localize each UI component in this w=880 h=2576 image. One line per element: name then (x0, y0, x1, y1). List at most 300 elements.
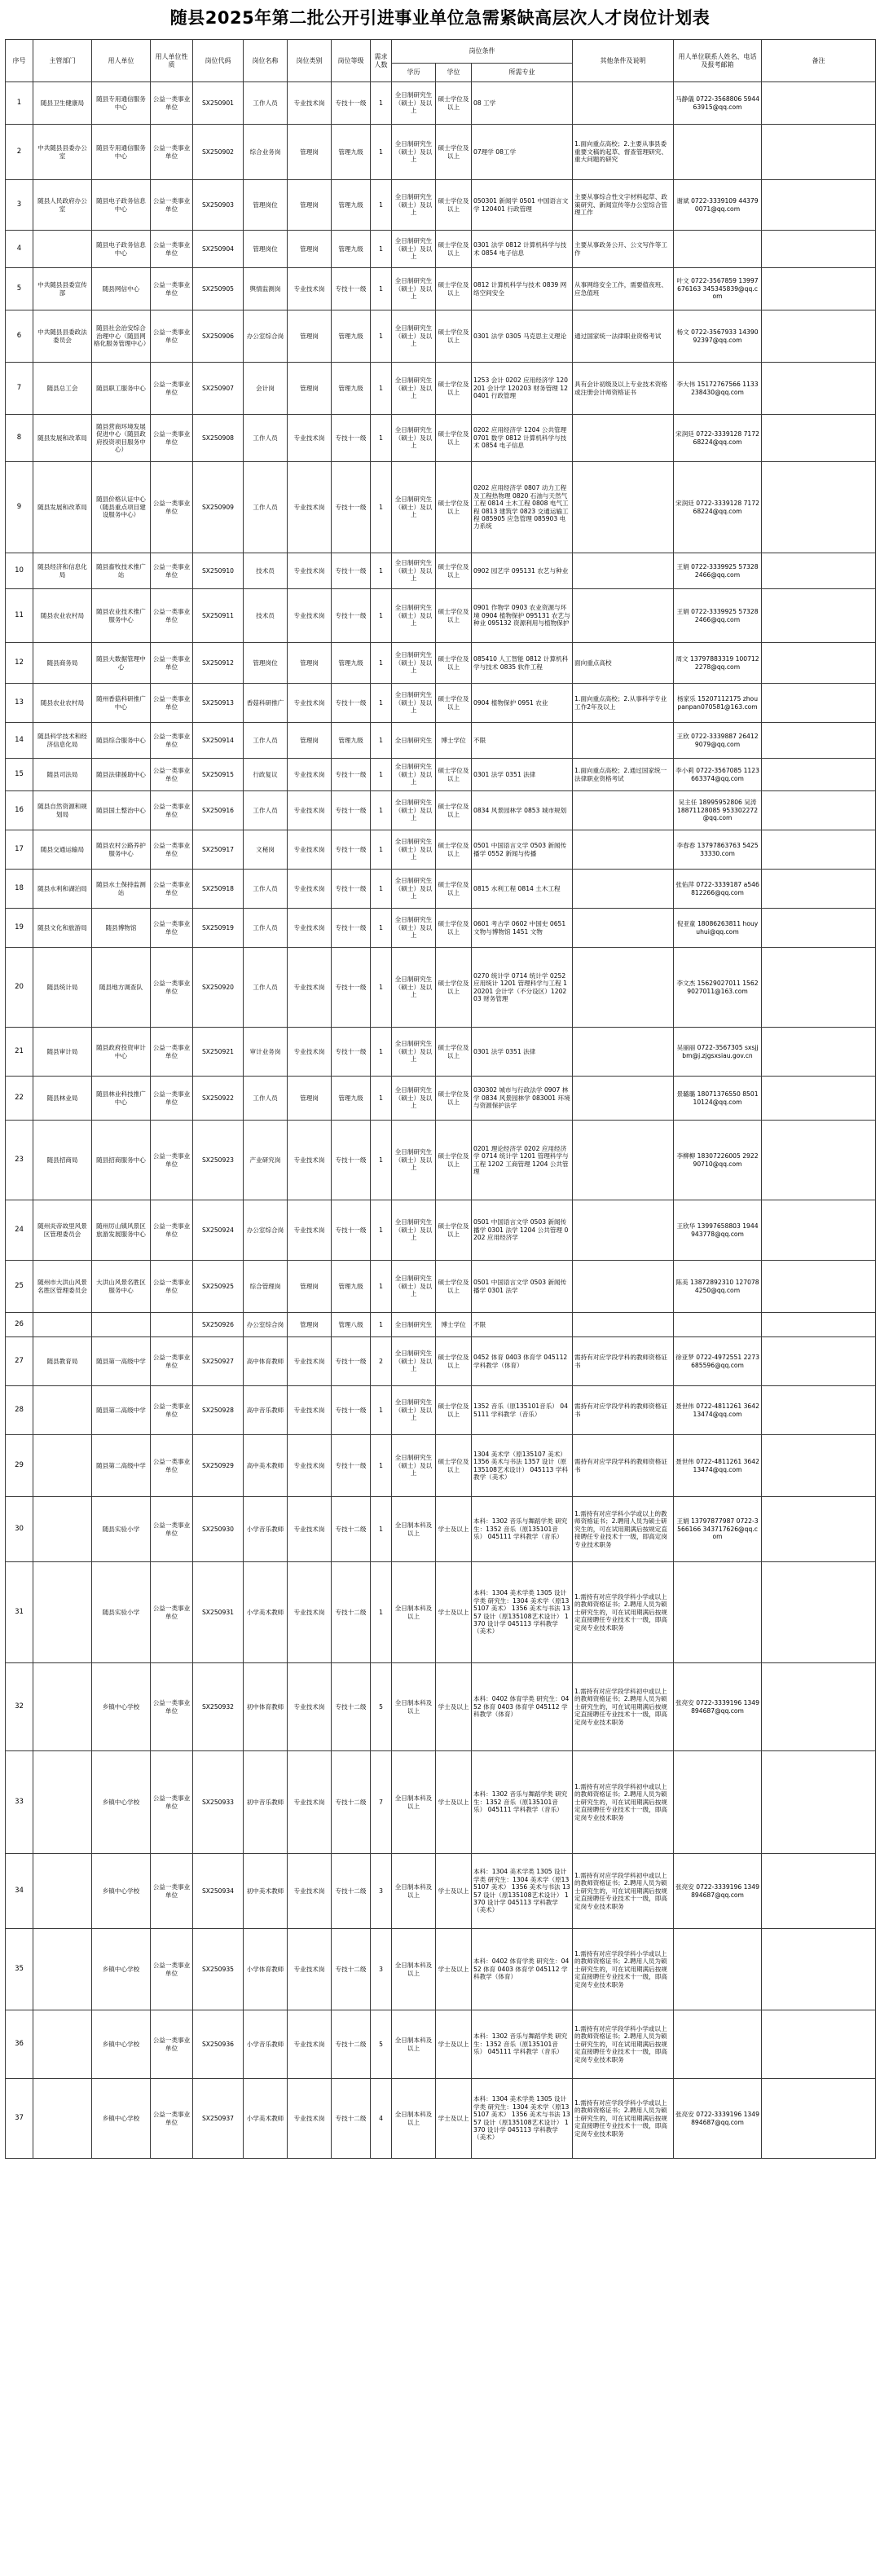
cell-other (573, 909, 674, 948)
cell-edu: 全日制研究生（硕士）及以上 (392, 1077, 436, 1121)
cell-edu: 全日制研究生（硕士）及以上 (392, 589, 436, 643)
cell-dept (33, 1854, 92, 1929)
cell-no: 13 (6, 684, 33, 723)
cell-dept (33, 1929, 92, 2010)
cell-num: 1 (371, 948, 392, 1028)
cell-dept: 随县人民政府办公室 (33, 180, 92, 231)
cell-other: 具有会计初级及以上专业技术资格或注册会计师资格证书 (573, 363, 674, 415)
cell-contact: 张亮安 0722-3339196 1349894687@qq.com (674, 2079, 762, 2159)
cell-level: 专技十一级 (332, 870, 371, 909)
cell-post: 审计业务岗 (244, 1028, 288, 1077)
cell-code: SX250933 (193, 1751, 244, 1854)
cell-code: SX250904 (193, 231, 244, 268)
cell-unit: 随县地方调查队 (92, 948, 151, 1028)
cell-num: 1 (371, 909, 392, 948)
cell-major: 0202 应用经济学 0807 动力工程及工程热物理 0820 石油与天然气工程 0814 土木工程 0808 电气工程 0813 建筑学 0823 交通运输工程 085905 应急管理 085903 电力系统 (472, 462, 573, 553)
cell-num: 1 (371, 268, 392, 310)
cell-cat: 专业技术岗 (288, 462, 332, 553)
cell-edu: 全日制研究生（硕士）及以上 (392, 643, 436, 684)
cell-code: SX250929 (193, 1435, 244, 1497)
cell-remark (762, 1337, 876, 1386)
cell-level: 专技十二级 (332, 1929, 371, 2010)
cell-unit: 乡镇中心学校 (92, 1663, 151, 1751)
cell-remark (762, 1200, 876, 1261)
cell-remark (762, 1028, 876, 1077)
cell-no: 4 (6, 231, 33, 268)
cell-level: 专技十一级 (332, 1121, 371, 1200)
cell-no: 7 (6, 363, 33, 415)
cell-major: 0301 法学 0305 马克思主义理论 (472, 310, 573, 363)
cell-edu: 全日制本科及以上 (392, 2079, 436, 2159)
cell-code: SX250906 (193, 310, 244, 363)
cell-dept: 随县卫生健康局 (33, 82, 92, 125)
cell-code: SX250916 (193, 791, 244, 830)
cell-deg: 硕士学位及以上 (436, 82, 472, 125)
cell-cat: 专业技术岗 (288, 870, 332, 909)
cell-code: SX250926 (193, 1313, 244, 1337)
cell-deg: 博士学位 (436, 723, 472, 759)
cell-remark (762, 462, 876, 553)
cell-deg: 硕士学位及以上 (436, 830, 472, 870)
cell-other: 1.面向重点高校；2.主要从事县委重要文稿的起草、督查管理研究、重大问题的研究 (573, 125, 674, 180)
cell-code: SX250902 (193, 125, 244, 180)
cell-cat: 管理岗 (288, 1077, 332, 1121)
header-edu: 学历 (392, 64, 436, 82)
cell-other: 通过国家统一法律职业资格考试 (573, 310, 674, 363)
cell-remark (762, 723, 876, 759)
header-dept: 主管部门 (33, 40, 92, 82)
cell-major: 0501 中国语言文学 0503 新闻传播学 0552 新闻与传播 (472, 830, 573, 870)
cell-remark (762, 759, 876, 791)
cell-edu: 全日制研究生 (392, 723, 436, 759)
cell-cat: 专业技术岗 (288, 1751, 332, 1854)
cell-other: 主要从事政务公开、公文写作等工作 (573, 231, 674, 268)
cell-other: 1.需持有对应学段学科初中或以上的教师资格证书；2.聘用人员为硕士研究生的，可在试用期满后按规定直接聘任专业技术十一级，即高定岗专业技术职务 (573, 1854, 674, 1929)
cell-no: 27 (6, 1337, 33, 1386)
cell-post: 高中体育教师 (244, 1337, 288, 1386)
cell-deg: 硕士学位及以上 (436, 125, 472, 180)
table-row (6, 1497, 876, 1562)
cell-deg: 硕士学位及以上 (436, 759, 472, 791)
cell-unit: 随县网信中心 (92, 268, 151, 310)
cell-num: 7 (371, 1751, 392, 1854)
cell-unit: 随县政府投资审计中心 (92, 1028, 151, 1077)
cell-nature: 公益一类事业单位 (151, 82, 193, 125)
cell-remark (762, 1929, 876, 2010)
cell-post: 工作人员 (244, 1077, 288, 1121)
cell-major: 0501 中国语言文学 0503 新闻传播学 0301 法学 1204 公共管理 0202 应用经济学 (472, 1200, 573, 1261)
cell-num: 1 (371, 684, 392, 723)
cell-edu: 全日制研究生（硕士）及以上 (392, 231, 436, 268)
cell-contact: 倪亚童 18086263811 houyuhui@qq.com (674, 909, 762, 948)
cell-contact: 景璐璐 18071376550 850110124@qq.com (674, 1077, 762, 1121)
cell-major: 本科：1302 音乐与舞蹈学类 研究生：1352 音乐（原135101音乐） 045111 学科教学（音乐） (472, 1497, 573, 1562)
cell-post: 工作人员 (244, 870, 288, 909)
cell-dept (33, 2079, 92, 2159)
table-row (6, 1386, 876, 1435)
cell-dept (33, 1663, 92, 1751)
cell-major: 0812 计算机科学与技术 0839 网络空间安全 (472, 268, 573, 310)
cell-contact (674, 125, 762, 180)
cell-dept: 随州炎帝故里风景区管理委员会 (33, 1200, 92, 1261)
cell-level: 专技十一级 (332, 948, 371, 1028)
cell-deg: 硕士学位及以上 (436, 791, 472, 830)
cell-remark (762, 125, 876, 180)
cell-edu: 全日制研究生（硕士）及以上 (392, 1028, 436, 1077)
cell-dept: 中共随县县委宣传部 (33, 268, 92, 310)
table-row (6, 125, 876, 180)
table-body (6, 82, 876, 2159)
cell-major: 030302 城市与行政法学 0907 林学 0834 风景园林学 083001 环境与资源保护法学 (472, 1077, 573, 1121)
cell-num: 1 (371, 1028, 392, 1077)
header-row (6, 40, 876, 64)
cell-edu: 全日制本科及以上 (392, 1562, 436, 1663)
cell-edu: 全日制研究生（硕士）及以上 (392, 553, 436, 589)
cell-nature: 公益一类事业单位 (151, 1929, 193, 2010)
cell-code: SX250915 (193, 759, 244, 791)
cell-other (573, 948, 674, 1028)
cell-edu: 全日制本科及以上 (392, 1497, 436, 1562)
cell-num: 2 (371, 1337, 392, 1386)
cell-nature: 公益一类事业单位 (151, 462, 193, 553)
cell-cat: 专业技术岗 (288, 1562, 332, 1663)
cell-deg: 学士及以上 (436, 1751, 472, 1854)
cell-level: 专技十一级 (332, 830, 371, 870)
cell-code: SX250930 (193, 1497, 244, 1562)
cell-other: 1.需持有对应学段学科小学或以上的教师资格证书；2.聘用人员为硕士研究生的，可在试用期满后按规定直接聘任专业技术十一级，即高定岗专业技术职务 (573, 2010, 674, 2079)
cell-no: 11 (6, 589, 33, 643)
cell-major: 0270 统计学 0714 统计学 0252 应用统计 1201 管理科学与工程 120201 会计学（不分设区）120203 财务管理 (472, 948, 573, 1028)
cell-unit: 随县招商服务中心 (92, 1121, 151, 1200)
cell-major: 本科：1304 美术学类 1305 设计学类 研究生：1304 美术学（原135107 美术） 1356 美术与书法 1357 设计（原135108艺术设计） 1370 设计学 045113 学科教学（美术） (472, 1854, 573, 1929)
cell-remark (762, 1435, 876, 1497)
cell-dept (33, 1313, 92, 1337)
cell-contact: 谢斌 0722-3339109 443790071@qq.com (674, 180, 762, 231)
cell-no: 21 (6, 1028, 33, 1077)
cell-major: 0902 园艺学 095131 农艺与种业 (472, 553, 573, 589)
cell-cat: 管理岗 (288, 125, 332, 180)
cell-dept: 随县经济和信息化局 (33, 553, 92, 589)
cell-edu: 全日制研究生（硕士）及以上 (392, 310, 436, 363)
cell-nature: 公益一类事业单位 (151, 1077, 193, 1121)
cell-code: SX250908 (193, 415, 244, 462)
cell-remark (762, 1562, 876, 1663)
cell-level: 专技十一级 (332, 684, 371, 723)
cell-contact: 李春春 13797863763 542533330.com (674, 830, 762, 870)
cell-cat: 专业技术岗 (288, 1337, 332, 1386)
cell-unit: 随县营商环境发展促进中心（随县政府投资项目服务中心） (92, 415, 151, 462)
cell-cat: 管理岗 (288, 231, 332, 268)
cell-post: 综合管理岗 (244, 1261, 288, 1313)
cell-level: 管理九级 (332, 310, 371, 363)
cell-cat: 管理岗 (288, 643, 332, 684)
cell-contact: 吴丽丽 0722-3567305 sxsjjbm@j.zjgsxsiau.gov.cn (674, 1028, 762, 1077)
cell-no: 14 (6, 723, 33, 759)
cell-other (573, 1077, 674, 1121)
cell-code: SX250925 (193, 1261, 244, 1313)
cell-major: 0601 考古学 0602 中国史 0651 文物与博物馆 1451 文物 (472, 909, 573, 948)
cell-other (573, 589, 674, 643)
cell-dept: 随县交通运输局 (33, 830, 92, 870)
cell-edu: 全日制研究生（硕士）及以上 (392, 180, 436, 231)
cell-deg: 硕士学位及以上 (436, 363, 472, 415)
cell-dept: 中共随县县委政法委员会 (33, 310, 92, 363)
table-row (6, 643, 876, 684)
cell-other (573, 1121, 674, 1200)
cell-edu: 全日制研究生（硕士）及以上 (392, 909, 436, 948)
table-row (6, 589, 876, 643)
cell-level: 专技十一级 (332, 791, 371, 830)
cell-edu: 全日制研究生（硕士）及以上 (392, 1261, 436, 1313)
cell-other: 主要从事综合性文字材料起草、政策研究、新闻宣传等办公室综合管理工作 (573, 180, 674, 231)
cell-level: 专技十一级 (332, 1386, 371, 1435)
cell-code: SX250921 (193, 1028, 244, 1077)
cell-major: 0301 法学 0351 法律 (472, 759, 573, 791)
cell-nature: 公益一类事业单位 (151, 1562, 193, 1663)
cell-num: 1 (371, 363, 392, 415)
cell-post: 小学体育教师 (244, 1929, 288, 2010)
cell-no: 30 (6, 1497, 33, 1562)
cell-cat: 管理岗 (288, 180, 332, 231)
cell-contact (674, 2010, 762, 2079)
cell-remark (762, 2079, 876, 2159)
cell-cat: 管理岗 (288, 723, 332, 759)
cell-unit: 随县第二高级中学 (92, 1386, 151, 1435)
cell-num: 1 (371, 589, 392, 643)
cell-dept: 随县发展和改革局 (33, 415, 92, 462)
cell-nature: 公益一类事业单位 (151, 870, 193, 909)
cell-edu: 全日制本科及以上 (392, 1751, 436, 1854)
cell-post: 会计岗 (244, 363, 288, 415)
cell-cat: 专业技术岗 (288, 909, 332, 948)
cell-no: 22 (6, 1077, 33, 1121)
table-row (6, 1929, 876, 2010)
cell-post: 技术员 (244, 553, 288, 589)
cell-cat: 专业技术岗 (288, 948, 332, 1028)
cell-nature: 公益一类事业单位 (151, 415, 193, 462)
cell-nature: 公益一类事业单位 (151, 684, 193, 723)
cell-deg: 硕士学位及以上 (436, 180, 472, 231)
cell-remark (762, 909, 876, 948)
cell-other: 1.需持有对应学科小学或以上的教师资格证书；2.聘用人员为硕士研究生的，可在试用期满后按规定直接聘任专业技术十一级，即高定岗专业技术职务 (573, 1497, 674, 1562)
cell-no: 25 (6, 1261, 33, 1313)
cell-post: 小学美术教师 (244, 2079, 288, 2159)
header-deg: 学位 (436, 64, 472, 82)
cell-nature: 公益一类事业单位 (151, 1337, 193, 1386)
cell-cat: 专业技术岗 (288, 553, 332, 589)
cell-remark (762, 684, 876, 723)
cell-code: SX250928 (193, 1386, 244, 1435)
cell-cat: 管理岗 (288, 363, 332, 415)
cell-post: 行政复议 (244, 759, 288, 791)
cell-dept: 随县科学技术和经济信息化局 (33, 723, 92, 759)
cell-deg: 硕士学位及以上 (436, 1261, 472, 1313)
cell-deg: 硕士学位及以上 (436, 1077, 472, 1121)
cell-other: 面向重点高校 (573, 643, 674, 684)
cell-post: 产业研究岗 (244, 1121, 288, 1200)
cell-nature: 公益一类事业单位 (151, 830, 193, 870)
cell-num: 1 (371, 723, 392, 759)
table-row (6, 723, 876, 759)
cell-unit: 随州厉山镇风景区旅游发展服务中心 (92, 1200, 151, 1261)
cell-dept: 随县农业农村局 (33, 589, 92, 643)
cell-other (573, 723, 674, 759)
cell-remark (762, 268, 876, 310)
cell-edu: 全日制研究生（硕士）及以上 (392, 415, 436, 462)
cell-unit: 乡镇中心学校 (92, 2079, 151, 2159)
cell-contact (674, 1751, 762, 1854)
document-title: 随县2025年第二批公开引进事业单位急需紧缺高层次人才岗位计划表 (169, 8, 711, 28)
cell-other: 1.需持有对应学段学科小学或以上的教师资格证书；2.聘用人员为硕士研究生的，可在试用期满后按规定直接聘任专业技术十一级，即高定岗专业技术职务 (573, 1929, 674, 2010)
cell-edu: 全日制研究生（硕士）及以上 (392, 1200, 436, 1261)
cell-deg: 博士学位 (436, 1313, 472, 1337)
cell-level: 管理九级 (332, 231, 371, 268)
cell-major: 07理学 08工学 (472, 125, 573, 180)
cell-unit: 随县社会治安综合治理中心（随县网格化服务管理中心） (92, 310, 151, 363)
cell-post: 办公室综合岗 (244, 1313, 288, 1337)
cell-remark (762, 2010, 876, 2079)
cell-major: 0834 风景园林学 0853 城市规划 (472, 791, 573, 830)
cell-num: 1 (371, 1313, 392, 1337)
cell-no: 28 (6, 1386, 33, 1435)
cell-deg: 学士及以上 (436, 1497, 472, 1562)
cell-nature: 公益一类事业单位 (151, 310, 193, 363)
cell-contact: 马静儀 0722-3568806 594463915@qq.com (674, 82, 762, 125)
cell-deg: 学士及以上 (436, 1562, 472, 1663)
cell-remark (762, 948, 876, 1028)
cell-cat: 专业技术岗 (288, 759, 332, 791)
cell-cat: 管理岗 (288, 1261, 332, 1313)
cell-code: SX250913 (193, 684, 244, 723)
cell-post: 工作人员 (244, 791, 288, 830)
cell-cat: 专业技术岗 (288, 2010, 332, 2079)
cell-cat: 专业技术岗 (288, 1028, 332, 1077)
cell-nature: 公益一类事业单位 (151, 1435, 193, 1497)
cell-post: 管理岗位 (244, 180, 288, 231)
cell-post: 高中音乐教师 (244, 1386, 288, 1435)
cell-other: 需持有对应学段学科的教师资格证书 (573, 1386, 674, 1435)
cell-nature: 公益一类事业单位 (151, 1497, 193, 1562)
cell-nature: 公益一类事业单位 (151, 948, 193, 1028)
cell-remark (762, 1751, 876, 1854)
cell-remark (762, 1313, 876, 1337)
cell-deg: 硕士学位及以上 (436, 684, 472, 723)
cell-deg: 硕士学位及以上 (436, 870, 472, 909)
cell-contact (674, 231, 762, 268)
cell-contact (674, 1313, 762, 1337)
cell-deg: 学士及以上 (436, 2010, 472, 2079)
table-row (6, 1663, 876, 1751)
cell-remark (762, 791, 876, 830)
cell-level: 专技十二级 (332, 1497, 371, 1562)
cell-no: 9 (6, 462, 33, 553)
cell-unit: 随县林业科技推广中心 (92, 1077, 151, 1121)
cell-remark (762, 231, 876, 268)
cell-level: 专技十一级 (332, 1435, 371, 1497)
cell-code: SX250923 (193, 1121, 244, 1200)
cell-unit: 随州香菇科研推广中心 (92, 684, 151, 723)
cell-unit (92, 1313, 151, 1337)
cell-post: 工作人员 (244, 909, 288, 948)
cell-unit: 随县综合服务中心 (92, 723, 151, 759)
cell-unit: 随县电子政务信息中心 (92, 180, 151, 231)
cell-edu: 全日制本科及以上 (392, 1663, 436, 1751)
table-row (6, 231, 876, 268)
cell-num: 3 (371, 1854, 392, 1929)
cell-no: 37 (6, 2079, 33, 2159)
cell-code: SX250922 (193, 1077, 244, 1121)
cell-other: 从事网络安全工作，需要值夜班、应急值班 (573, 268, 674, 310)
cell-edu: 全日制研究生（硕士）及以上 (392, 870, 436, 909)
cell-major: 050301 新闻学 0501 中国语言文学 120401 行政管理 (472, 180, 573, 231)
cell-nature: 公益一类事业单位 (151, 759, 193, 791)
cell-no: 23 (6, 1121, 33, 1200)
cell-level: 专技十一级 (332, 759, 371, 791)
cell-contact: 吴主任 18995952806 吴涛 18871128085 953302272@qq.com (674, 791, 762, 830)
cell-level: 专技十一级 (332, 909, 371, 948)
table-row (6, 180, 876, 231)
cell-remark (762, 1261, 876, 1313)
cell-code: SX250911 (193, 589, 244, 643)
cell-edu: 全日制研究生（硕士）及以上 (392, 363, 436, 415)
cell-major: 0452 体育 0403 体育学 045112 学科教学（体育） (472, 1337, 573, 1386)
cell-major: 本科：0402 体育学类 研究生：0452 体育 0403 体育学 045112 学科教学（体育） (472, 1929, 573, 2010)
cell-unit: 随县法律援助中心 (92, 759, 151, 791)
cell-nature: 公益一类事业单位 (151, 231, 193, 268)
cell-code: SX250909 (193, 462, 244, 553)
cell-dept: 随县招商局 (33, 1121, 92, 1200)
header-post: 岗位名称 (244, 40, 288, 82)
cell-dept: 中共随县县委办公室 (33, 125, 92, 180)
cell-remark (762, 870, 876, 909)
cell-remark (762, 1386, 876, 1435)
cell-no: 18 (6, 870, 33, 909)
table-row (6, 1562, 876, 1663)
header-level: 岗位等级 (332, 40, 371, 82)
cell-post: 工作人员 (244, 415, 288, 462)
cell-dept: 随县农业农村局 (33, 684, 92, 723)
cell-edu: 全日制研究生（硕士）及以上 (392, 82, 436, 125)
cell-code: SX250914 (193, 723, 244, 759)
cell-no: 26 (6, 1313, 33, 1337)
header-other: 其他条件及说明 (573, 40, 674, 82)
cell-cat: 专业技术岗 (288, 268, 332, 310)
cell-code: SX250905 (193, 268, 244, 310)
cell-level: 专技十一级 (332, 1200, 371, 1261)
cell-level: 管理九级 (332, 723, 371, 759)
table-row (6, 2079, 876, 2159)
cell-code: SX250910 (193, 553, 244, 589)
cell-edu: 全日制研究生（硕士）及以上 (392, 125, 436, 180)
cell-other (573, 1313, 674, 1337)
cell-level: 专技十二级 (332, 1663, 371, 1751)
cell-deg: 硕士学位及以上 (436, 1121, 472, 1200)
cell-unit: 乡镇中心学校 (92, 1751, 151, 1854)
cell-no: 2 (6, 125, 33, 180)
cell-post: 舆情监测岗 (244, 268, 288, 310)
cell-unit: 乡镇中心学校 (92, 2010, 151, 2079)
cell-major: 08 工学 (472, 82, 573, 125)
cell-level: 专技十一级 (332, 553, 371, 589)
header-remark: 备注 (762, 40, 876, 82)
table-row (6, 1200, 876, 1261)
cell-deg: 硕士学位及以上 (436, 1028, 472, 1077)
cell-no: 5 (6, 268, 33, 310)
cell-other (573, 830, 674, 870)
cell-remark (762, 643, 876, 684)
cell-deg: 硕士学位及以上 (436, 268, 472, 310)
table-row (6, 909, 876, 948)
